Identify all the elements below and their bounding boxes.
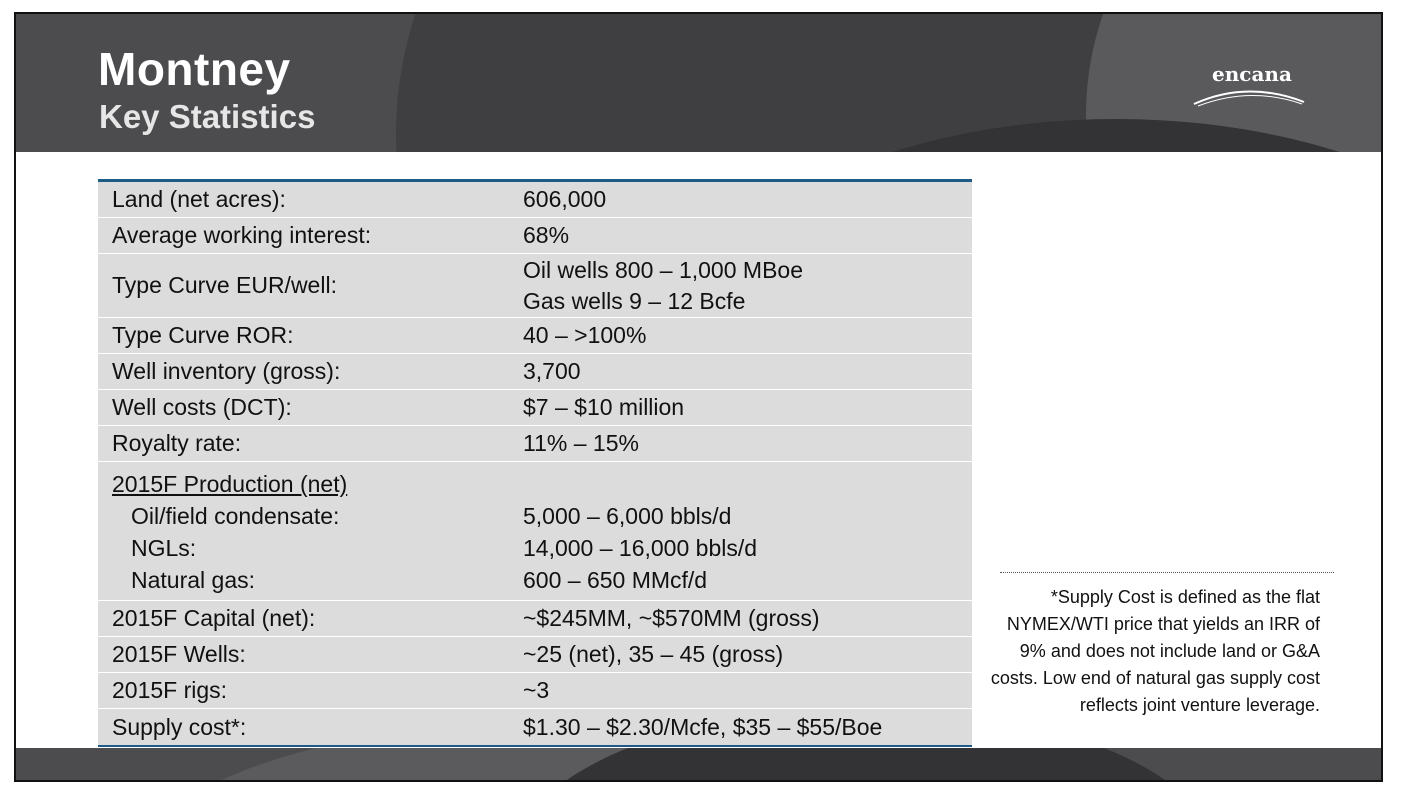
stat-value xyxy=(523,601,972,636)
table-row xyxy=(98,601,972,637)
logo-swoosh-icon xyxy=(1192,84,1312,108)
production-item-label: Oil/field condensate: xyxy=(131,503,340,529)
production-item-label: NGLs: xyxy=(131,535,197,561)
stat-value-line: $7 – $10 million xyxy=(523,394,685,420)
production-item-label: Natural gas: xyxy=(131,567,256,593)
key-statistics-table xyxy=(98,179,972,747)
stat-value-line: 68% xyxy=(523,222,570,248)
table-row xyxy=(98,390,972,426)
production-heading: 2015F Production (net) xyxy=(112,471,348,497)
stat-value xyxy=(523,318,972,353)
table-row xyxy=(98,354,972,390)
stat-label: Land (net acres): xyxy=(112,186,286,212)
table-row xyxy=(98,637,972,673)
stat-label: Supply cost*: xyxy=(112,713,247,740)
production-values xyxy=(523,462,972,600)
stat-value xyxy=(523,637,972,672)
stat-value xyxy=(523,218,972,253)
stat-value-line: 606,000 xyxy=(523,186,607,212)
slide-subtitle: Key Statistics xyxy=(99,98,316,135)
supply-cost-footnote: *Supply Cost is defined as the flat NYMEX/WTI price that yields an IRR of 9% and does not include land or G&A costs. Low end of natural gas supply cost reflects joint venture leverage. xyxy=(990,587,1320,715)
stat-label: 2015F Wells: xyxy=(112,641,246,667)
stat-label: Well costs (DCT): xyxy=(112,394,292,420)
stat-label: Type Curve EUR/well: xyxy=(112,272,337,298)
table-row xyxy=(98,318,972,354)
table-row xyxy=(98,673,972,709)
production-labels xyxy=(98,462,523,600)
stat-value xyxy=(523,709,972,745)
stat-label: Average working interest: xyxy=(112,222,372,248)
stat-value xyxy=(523,390,972,425)
stat-value-line: ~$245MM, ~$570MM (gross) xyxy=(523,605,820,631)
stat-value-line: 3,700 xyxy=(523,358,581,384)
stat-value-line: Gas wells 9 – 12 Bcfe xyxy=(523,287,746,314)
table-row xyxy=(98,254,972,318)
stat-value xyxy=(523,354,972,389)
table-row xyxy=(98,426,972,462)
stat-label: 2015F Capital (net): xyxy=(112,605,316,631)
table-row xyxy=(98,709,972,745)
stat-value-line: 11% – 15% xyxy=(523,430,639,456)
stat-label: Type Curve ROR: xyxy=(112,322,294,348)
footnote-divider xyxy=(1000,572,1334,573)
slide-title: Montney xyxy=(98,43,291,95)
stat-value-line: ~3 xyxy=(523,677,550,703)
production-item-value: 600 – 650 MMcf/d xyxy=(523,567,708,593)
production-item-value: 14,000 – 16,000 bbls/d xyxy=(523,535,758,561)
stat-value xyxy=(523,254,972,317)
logo-text: encana xyxy=(1212,62,1292,86)
encana-logo xyxy=(1192,62,1312,112)
stat-value-line: Oil wells 800 – 1,000 MBoe xyxy=(523,256,803,283)
stat-value-line: ~25 (net), 35 – 45 (gross) xyxy=(523,641,784,667)
stat-value xyxy=(523,426,972,461)
table-row xyxy=(98,182,972,218)
table-row-production xyxy=(98,462,972,601)
stat-label: Royalty rate: xyxy=(112,430,242,456)
stat-value xyxy=(523,673,972,708)
stat-value-line: $1.30 – $2.30/Mcfe, $35 – $55/Boe xyxy=(523,713,883,740)
stat-value-line: 40 – >100% xyxy=(523,322,647,348)
stat-value xyxy=(523,182,972,217)
stat-label: Well inventory (gross): xyxy=(112,358,341,384)
slide xyxy=(14,12,1383,782)
production-item-value: 5,000 – 6,000 bbls/d xyxy=(523,503,732,529)
stat-label: 2015F rigs: xyxy=(112,677,228,703)
header-banner xyxy=(16,14,1383,152)
footer-banner xyxy=(16,748,1383,782)
table-row xyxy=(98,218,972,254)
footer-decor-arc xyxy=(516,748,1216,782)
